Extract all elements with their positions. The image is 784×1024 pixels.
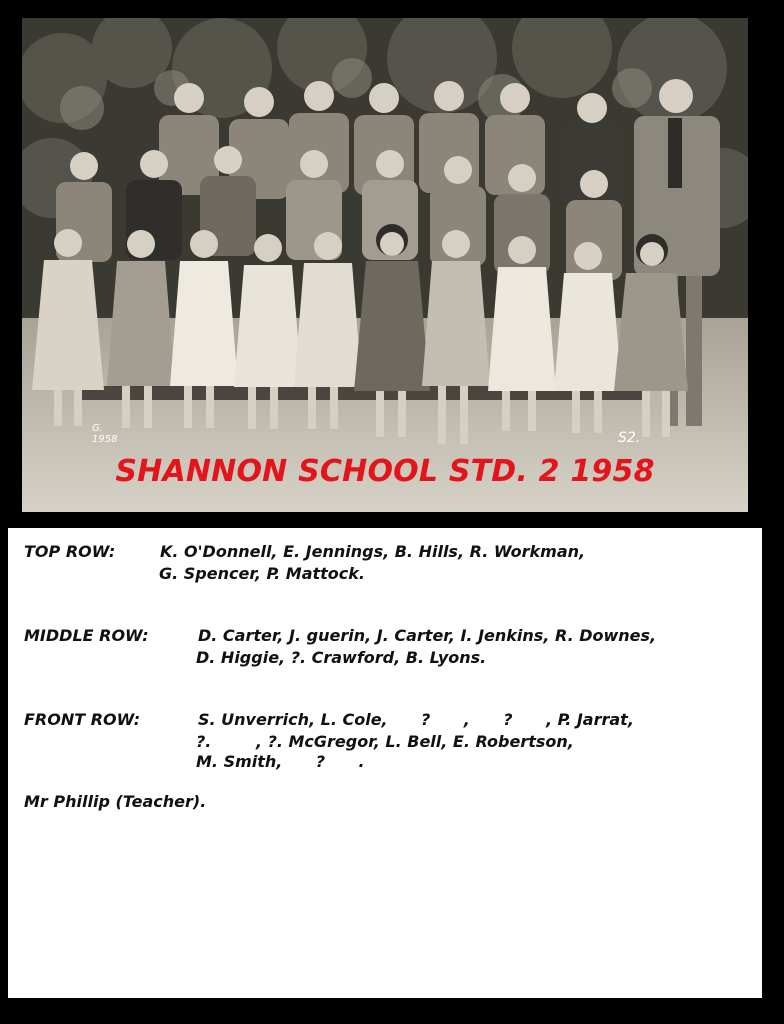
middle-row-names-line2: D. Higgie, ?. Crawford, B. Lyons.: [196, 648, 487, 667]
top-row-names-line1: K. O'Donnell, E. Jennings, B. Hills, R. Workman,: [160, 542, 586, 561]
class-photo: [22, 18, 748, 512]
middle-row-names-line1: D. Carter, J. guerin, J. Carter, I. Jenkins, R. Downes,: [198, 626, 657, 645]
middle-row-label: MIDDLE ROW:: [24, 626, 149, 645]
top-row-names-line2: G. Spencer, P. Mattock.: [159, 564, 365, 583]
front-row-names-line2: ?. , ?. McGregor, L. Bell, E. Robertson,: [196, 732, 574, 751]
photo-title: SHANNON SCHOOL STD. 2 1958: [115, 454, 655, 489]
front-row-names-line3: M. Smith, ? .: [196, 752, 365, 771]
front-row-label: FRONT ROW:: [24, 710, 141, 729]
top-row-label: TOP ROW:: [24, 542, 116, 561]
photo-mark-left: G. 1958: [92, 423, 118, 445]
teacher-line: Mr Phillip (Teacher).: [24, 792, 207, 811]
photo-mark-right: S2.: [618, 430, 641, 446]
caption-panel: [8, 528, 762, 998]
front-row-names-line1: S. Unverrich, L. Cole, ? , ? , P. Jarrat,: [198, 710, 634, 729]
